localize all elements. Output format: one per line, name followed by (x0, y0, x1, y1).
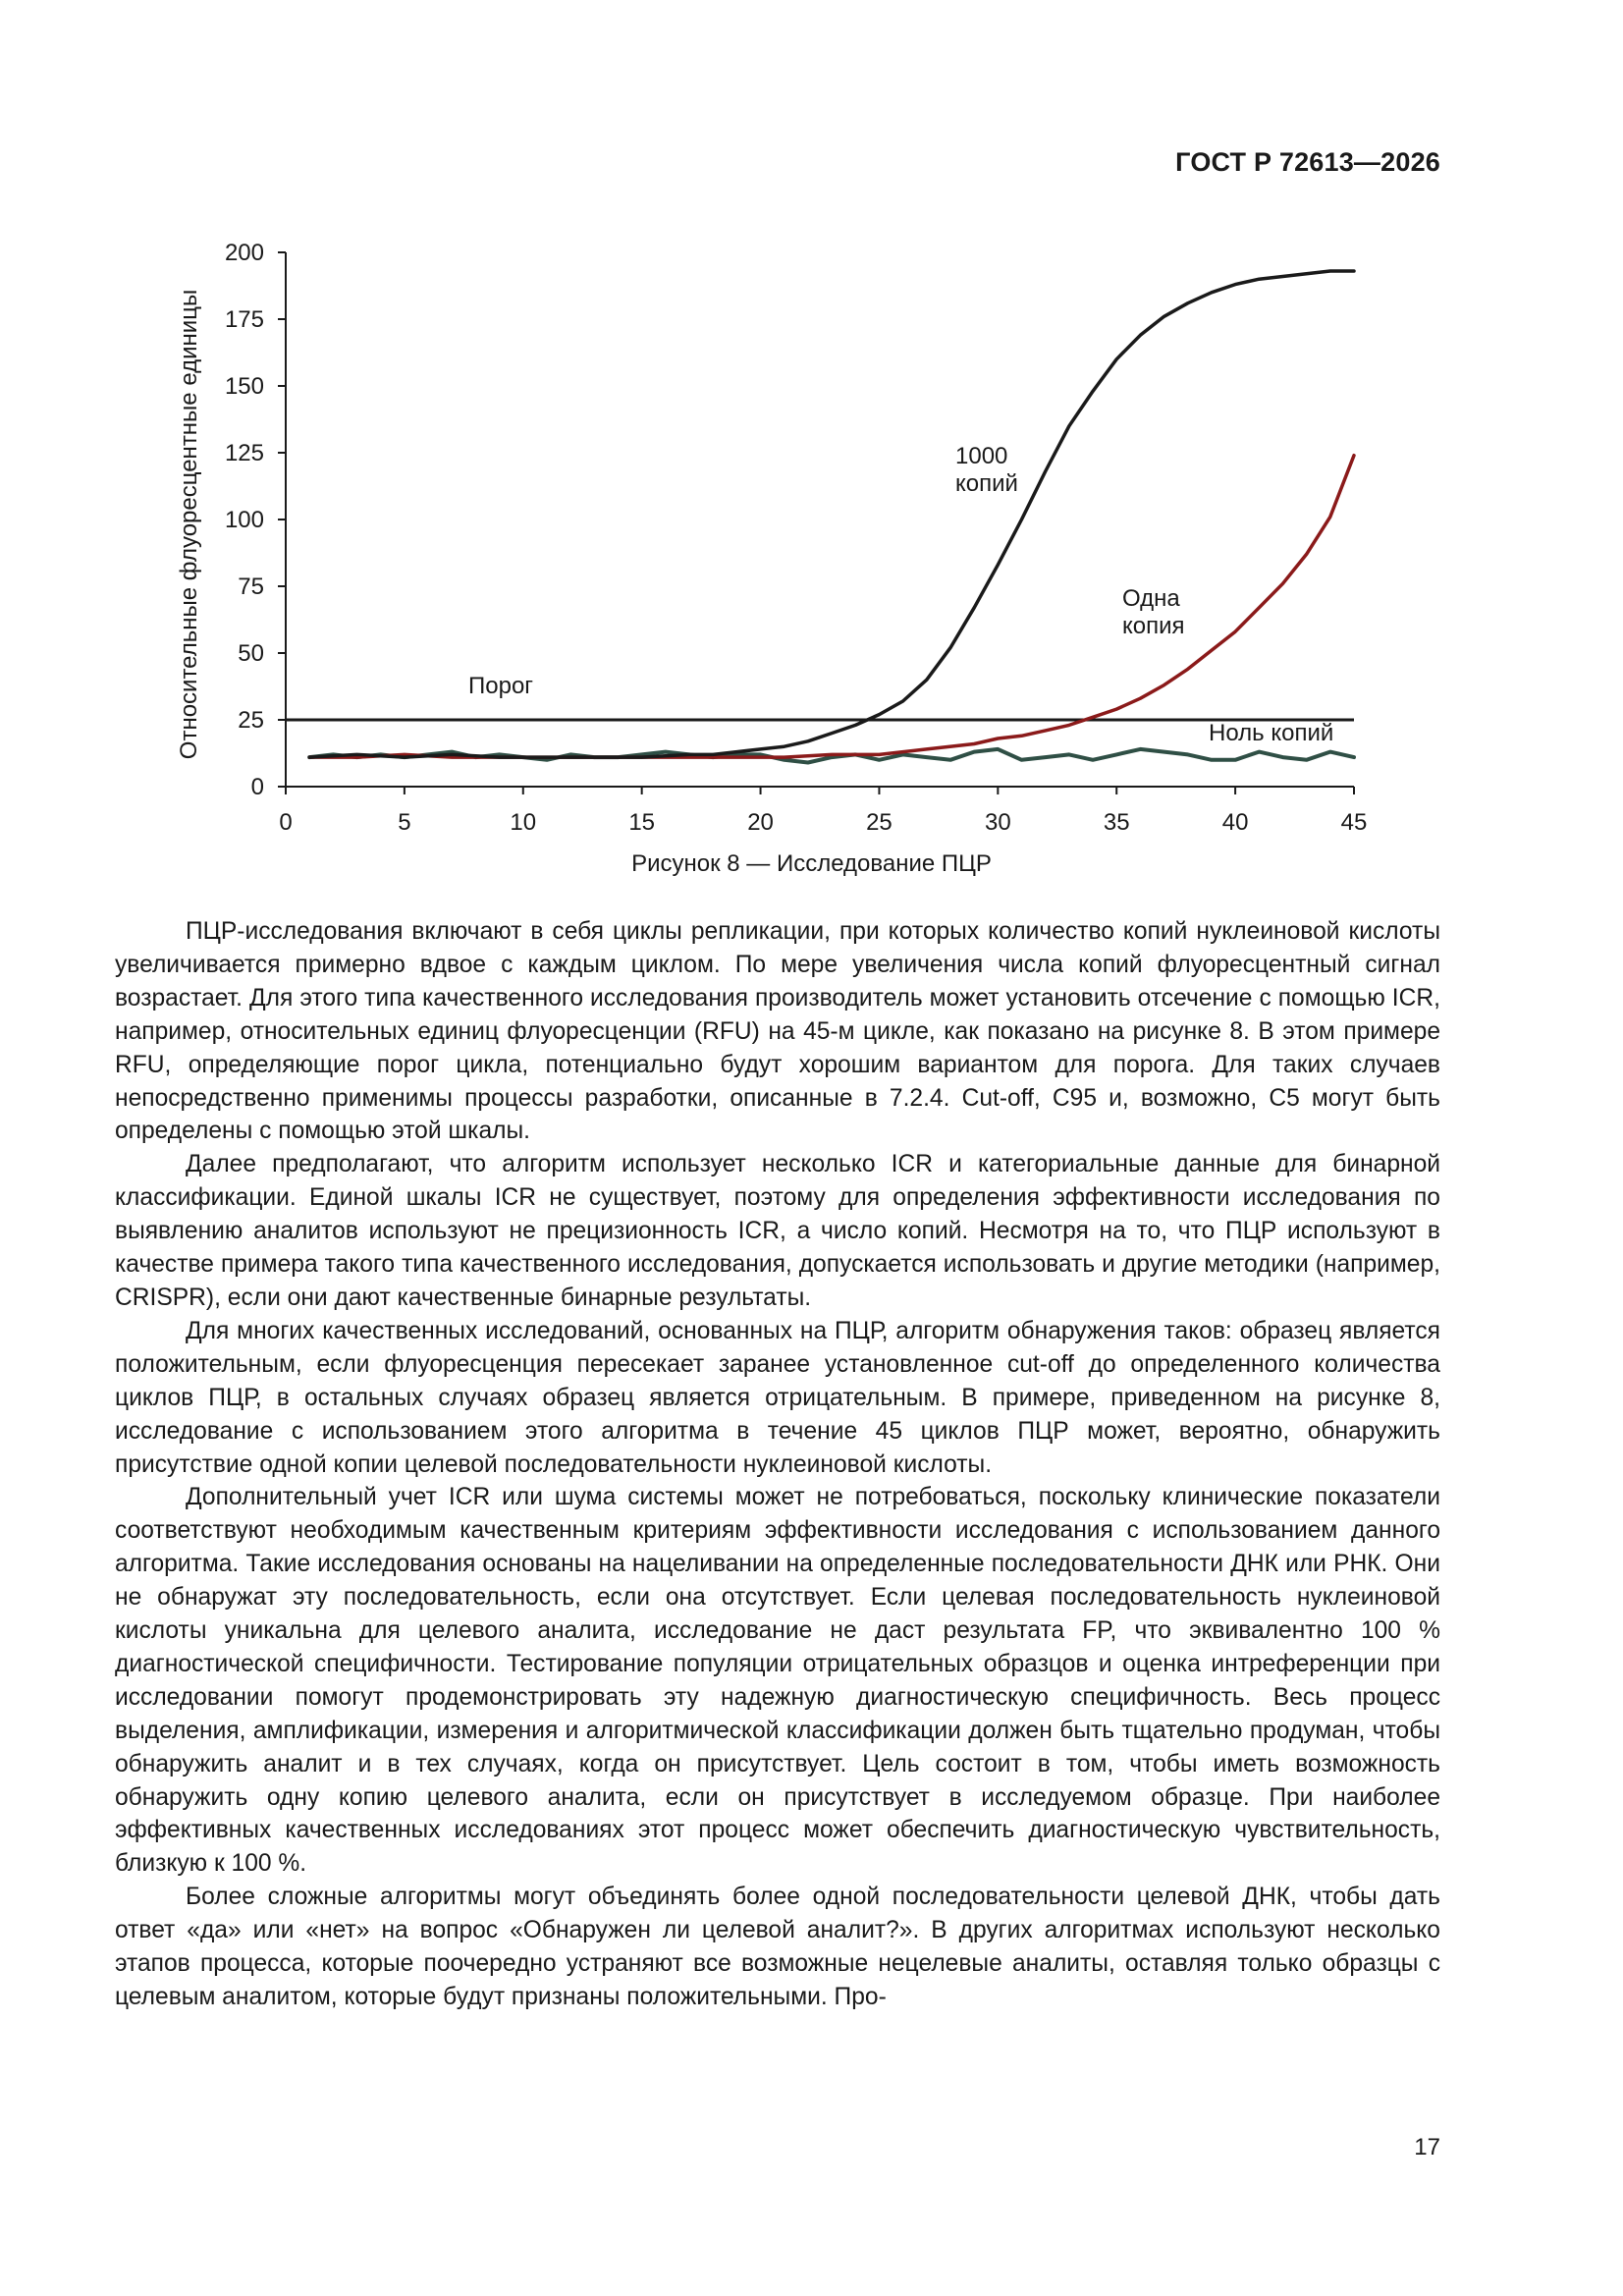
x-tick-label: 10 (510, 809, 537, 836)
y-tick-label: 200 (224, 240, 264, 266)
y-tick-label: 25 (238, 707, 264, 734)
y-tick-label: 50 (238, 640, 264, 667)
y-axis-label: Относительные флуоресцентные единицы (176, 289, 202, 760)
y-tick-label: 75 (238, 574, 264, 600)
y-tick-label: 150 (224, 373, 264, 400)
series-line (309, 271, 1354, 757)
page-number: 17 (1414, 2134, 1440, 2160)
pcr-chart (0, 0, 1623, 845)
series-label: копия (1122, 613, 1185, 639)
series-label: Одна (1122, 585, 1180, 612)
series-line (309, 456, 1354, 757)
series-label: 1000 (955, 443, 1008, 469)
x-tick-label: 40 (1221, 809, 1249, 836)
x-tick-label: 30 (984, 809, 1011, 836)
series-label: Ноль копий (1209, 720, 1334, 746)
paragraph: Более сложные алгоритмы могут объединять более одной последовательности целевой ДНК, чтобы дать ответ «да» или «нет» на вопрос «Обнаружен ли целевой аналит?». В других алгоритмах используют несколько этапов процесса, которые поочередно устраняют все возможные нецелевые аналиты, оставляя только образцы с целевым аналитом, которые будут признаны положительными. Про- (115, 1884, 1440, 2010)
y-tick-label: 100 (224, 507, 264, 533)
y-tick-label: 0 (250, 774, 264, 800)
x-tick-label: 5 (398, 809, 411, 836)
paragraph: ПЦР-исследования включают в себя циклы репликации, при которых количество копий нуклеиновой кислоты увеличивается примерно вдвое с каждым циклом. По мере увеличения числа копий флуоресцентный сигнал возрастает. Для этого типа качественного исследования производитель может установить отсечение с помощью ICR, например, относительных единиц флуоресценции (RFU) на 45-м цикле, как показано на рисунке 8. В этом примере RFU, определяющие порог цикла, потенциально будут хорошим вариантом для порога. Для таких случаев непосредственно применимы процессы разработки, описанные в 7.2.4. Cut-off, C95 и, возможно, C5 могут быть определены с помощью этой шкалы. (115, 918, 1440, 1145)
paragraph: Для многих качественных исследований, основанных на ПЦР, алгоритм обнаружения таков: образец является положительным, если флуоресценция пересекает заранее установленное cut-off до определенного количества циклов ПЦР, в остальных случаях образец является отрицательным. В примере, приведенном на рисунке 8, исследование с использованием этого алгоритма в течение 45 циклов ПЦР может, вероятно, обнаружить присутствие одной копии целевой последовательности нуклеиновой кислоты. (115, 1317, 1440, 1478)
y-tick-label: 175 (224, 306, 264, 333)
x-tick-label: 35 (1103, 809, 1130, 836)
series-label: копий (955, 470, 1018, 497)
paragraph: Дополнительный учет ICR или шума системы может не потребоваться, поскольку клинические показатели соответствуют необходимым качественным критериям эффективности исследования с использованием данного алгоритма. Такие исследования основаны на нацеливании на определенные последовательности ДНК или РНК. Они не обнаружат эту последовательность, если она отсутствует. Если целевая последовательность нуклеиновой кислоты уникальна для целевого аналита, исследование не даст результата FP, что эквивалентно 100 % диагностической специфичности. Тестирование популяции отрицательных образцов и оценка интреференции при исследовании помогут продемонстрировать эту надежную диагностическую специфичность. Весь процесс выделения, амплификации, измерения и алгоритмической классификации должен быть тщательно продуман, чтобы обнаружить аналит и в тех случаях, когда он присутствует. Цель состоит в том, чтобы иметь возможность обнаружить одну копию целевого аналита, если он присутствует в исследуемом образце. При наиболее эффективных качественных исследованиях этот процесс может обеспечить диагностическую чувствительность, близкую к 100 %. (115, 1484, 1440, 1878)
y-tick-label: 125 (224, 440, 264, 466)
paragraph: Далее предполагают, что алгоритм использует несколько ICR и категориальные данные для бинарной классификации. Единой шкалы ICR не существует, поэтому для определения эффективности исследования по выявлению аналитов используют не прецизионность ICR, а число копий. Несмотря на то, что ПЦР используют в качестве примера такого типа качественного исследования, допускается использовать и другие методики (например, CRISPR), если они дают качественные бинарные результаты. (115, 1151, 1440, 1311)
body-text (115, 915, 1440, 2014)
x-tick-label: 45 (1340, 809, 1368, 836)
x-tick-label: 25 (866, 809, 893, 836)
x-tick-label: 20 (747, 809, 774, 836)
x-tick-label: 0 (279, 809, 293, 836)
document-header: ГОСТ Р 72613—2026 (1175, 147, 1440, 177)
threshold-label: Порог (468, 673, 534, 699)
x-tick-label: 15 (628, 809, 656, 836)
figure-caption: Рисунок 8 — Исследование ПЦР (631, 850, 992, 877)
